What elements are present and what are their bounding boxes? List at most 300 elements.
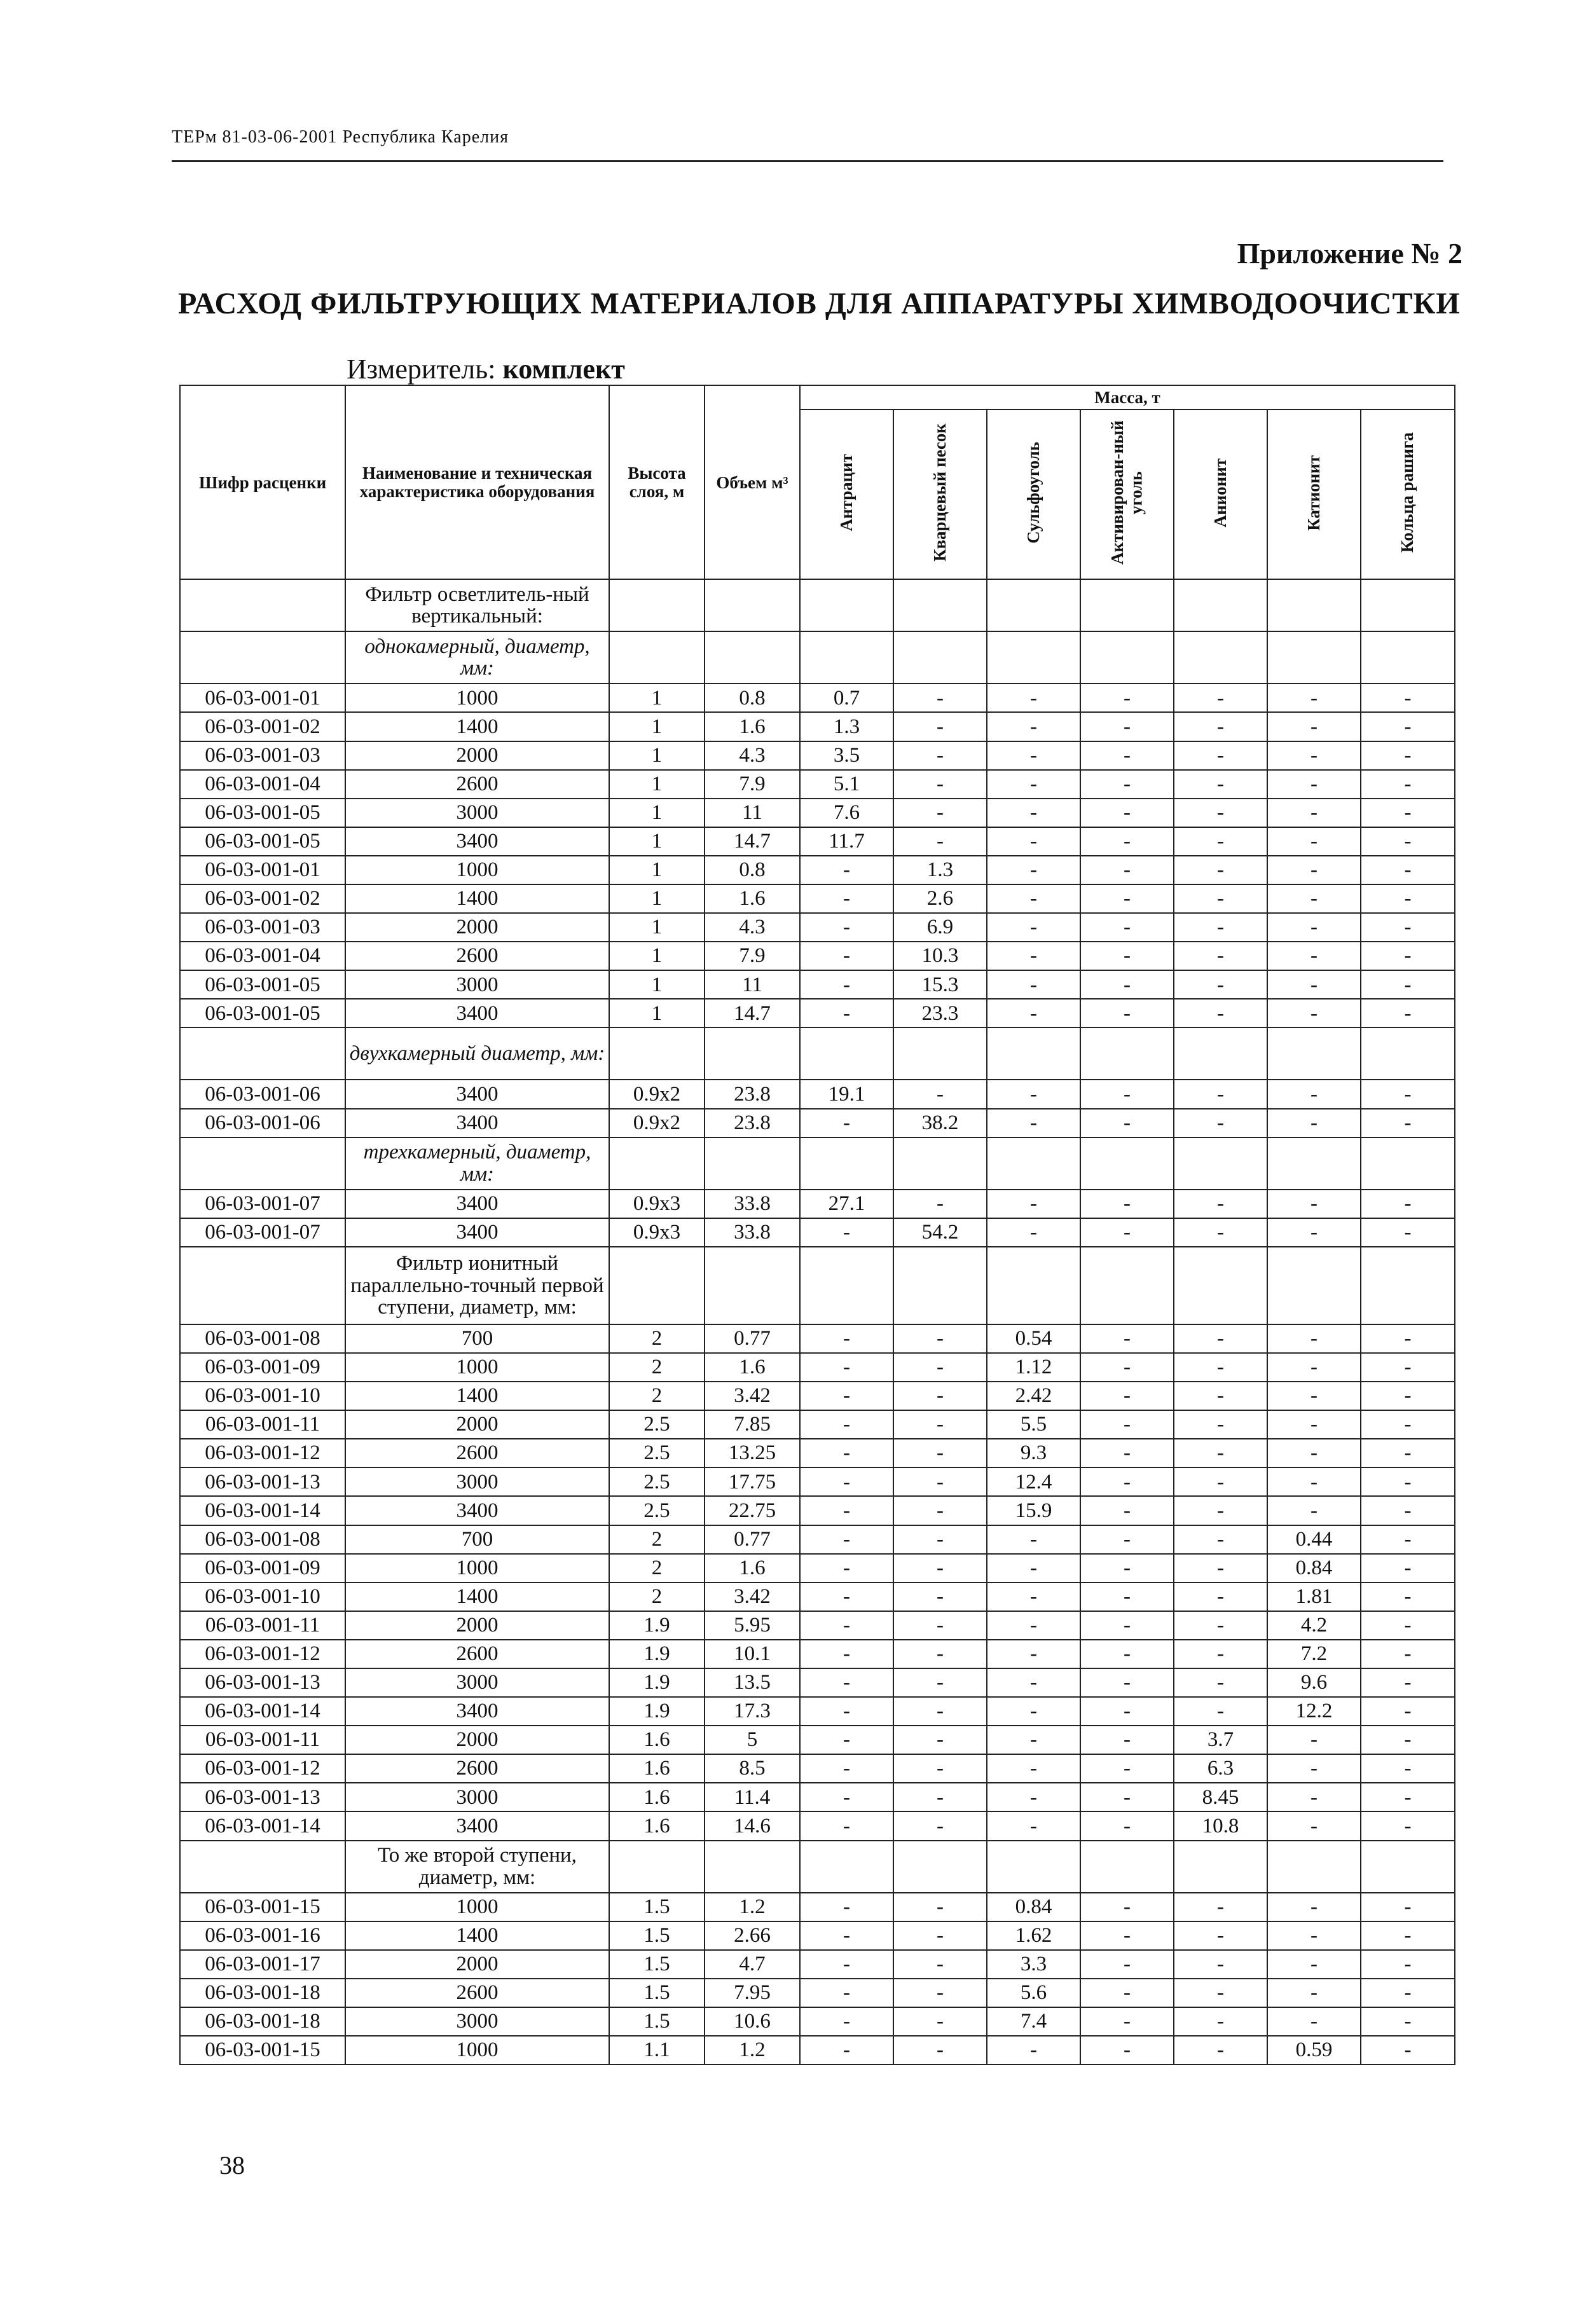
table-cell: 1.3 — [800, 712, 893, 741]
table-cell: - — [1080, 1950, 1174, 1979]
table-cell: - — [987, 1109, 1080, 1137]
rate-code-cell: 06-03-001-07 — [180, 1218, 345, 1247]
table-cell: - — [987, 1611, 1080, 1640]
table-cell: 1 — [609, 884, 705, 913]
section-heading: трехкамерный, диаметр, мм: — [345, 1137, 609, 1190]
empty-cell — [180, 1027, 345, 1080]
table-cell: 1.6 — [705, 1353, 800, 1382]
table-cell: 1.9 — [609, 1640, 705, 1668]
section-heading: То же второй ступени, диаметр, мм: — [345, 1841, 609, 1893]
table-cell: - — [1080, 827, 1174, 856]
table-cell: - — [800, 942, 893, 970]
table-cell: - — [1080, 1190, 1174, 1218]
table-cell: - — [1174, 2007, 1267, 2036]
table-cell: - — [893, 1921, 987, 1950]
table-cell: 0.59 — [1267, 2036, 1361, 2064]
table-cell: - — [893, 1190, 987, 1218]
table-cell: 3000 — [345, 1668, 609, 1697]
table-cell: - — [1267, 2007, 1361, 2036]
table-cell: - — [1174, 1324, 1267, 1353]
table-row — [180, 683, 1455, 712]
table-cell: - — [1361, 1668, 1455, 1697]
table-cell: - — [893, 1979, 987, 2007]
table-section-row — [180, 631, 1455, 683]
table-cell: - — [1267, 1783, 1361, 1811]
col-header-mass-group: Масса, т — [800, 385, 1455, 409]
table-cell: - — [800, 1950, 893, 1979]
table-cell: 1 — [609, 999, 705, 1027]
table-cell: 2.5 — [609, 1467, 705, 1496]
rate-code-cell: 06-03-001-13 — [180, 1467, 345, 1496]
rate-code-cell: 06-03-001-07 — [180, 1190, 345, 1218]
empty-cell — [180, 579, 345, 631]
table-cell: - — [800, 1109, 893, 1137]
rate-code-cell: 06-03-001-18 — [180, 1979, 345, 2007]
empty-cell — [1174, 631, 1267, 683]
document-header: ТЕРм 81-03-06-2001 Республика Карелия — [172, 127, 509, 147]
table-cell: 15.3 — [893, 970, 987, 999]
empty-cell — [1080, 1137, 1174, 1190]
table-cell: - — [1267, 942, 1361, 970]
table-cell: - — [1080, 1496, 1174, 1525]
table-cell: 7.9 — [705, 942, 800, 970]
table-cell: 3000 — [345, 799, 609, 827]
table-cell: - — [1267, 1467, 1361, 1496]
table-row — [180, 1109, 1455, 1137]
table-cell: - — [800, 1611, 893, 1640]
rate-code-cell: 06-03-001-03 — [180, 913, 345, 942]
table-cell: 5.1 — [800, 770, 893, 799]
rate-code-cell: 06-03-001-05 — [180, 970, 345, 999]
table-cell: - — [893, 1697, 987, 1726]
table-cell: - — [1080, 1893, 1174, 1921]
table-cell: - — [1080, 799, 1174, 827]
table-cell: 2 — [609, 1525, 705, 1554]
col-header-volume: Объем м³ — [705, 385, 800, 579]
table-cell: - — [1361, 942, 1455, 970]
table-row — [180, 1697, 1455, 1726]
table-cell: - — [1361, 970, 1455, 999]
table-row — [180, 970, 1455, 999]
col-header-material — [1080, 409, 1174, 579]
table-cell: 0.77 — [705, 1324, 800, 1353]
table-row — [180, 1783, 1455, 1811]
table-cell: - — [987, 856, 1080, 884]
table-cell: 2600 — [345, 1979, 609, 2007]
empty-cell — [1361, 579, 1455, 631]
col-header-material — [800, 409, 893, 579]
table-cell: - — [1174, 970, 1267, 999]
table-cell: - — [1174, 2036, 1267, 2064]
table-cell: 3400 — [345, 1190, 609, 1218]
table-cell: - — [987, 2036, 1080, 2064]
table-cell: - — [1080, 2036, 1174, 2064]
table-cell: 4.3 — [705, 913, 800, 942]
table-cell: 3400 — [345, 999, 609, 1027]
table-cell: 2600 — [345, 1640, 609, 1668]
table-cell: 700 — [345, 1525, 609, 1554]
table-cell: - — [1174, 827, 1267, 856]
table-row — [180, 799, 1455, 827]
col-header-material — [987, 409, 1080, 579]
table-section-row — [180, 1137, 1455, 1190]
empty-cell — [893, 631, 987, 683]
table-cell: - — [1361, 1754, 1455, 1783]
table-cell: 5.95 — [705, 1611, 800, 1640]
table-cell: 1.6 — [705, 884, 800, 913]
table-cell: - — [893, 770, 987, 799]
table-cell: 1.9 — [609, 1611, 705, 1640]
table-cell: - — [893, 1783, 987, 1811]
table-row — [180, 1611, 1455, 1640]
table-cell: 10.8 — [1174, 1811, 1267, 1840]
page-number: 38 — [219, 2151, 245, 2180]
table-cell: - — [893, 1583, 987, 1611]
empty-cell — [705, 1137, 800, 1190]
table-row — [180, 827, 1455, 856]
table-cell: 3000 — [345, 1783, 609, 1811]
table-cell: - — [1267, 1811, 1361, 1840]
empty-cell — [1361, 1841, 1455, 1893]
rate-code-cell: 06-03-001-05 — [180, 799, 345, 827]
table-cell: - — [1361, 1726, 1455, 1754]
table-cell: - — [1267, 712, 1361, 741]
empty-cell — [800, 579, 893, 631]
table-cell: - — [1080, 1979, 1174, 2007]
table-cell: - — [987, 1525, 1080, 1554]
table-cell: - — [987, 1080, 1080, 1108]
col-header-code: Шифр расценки — [180, 385, 345, 579]
table-cell: 3400 — [345, 1080, 609, 1108]
page-title: РАСХОД ФИЛЬТРУЮЩИХ МАТЕРИАЛОВ ДЛЯ АППАРАТУРЫ ХИМВОДООЧИСТКИ — [178, 287, 1461, 320]
table-cell: - — [987, 913, 1080, 942]
empty-cell — [705, 1247, 800, 1324]
table-cell: 10.6 — [705, 2007, 800, 2036]
table-cell: 1.81 — [1267, 1583, 1361, 1611]
empty-cell — [1174, 1137, 1267, 1190]
table-cell: - — [800, 1467, 893, 1496]
table-cell: - — [1174, 770, 1267, 799]
table-cell: - — [1267, 1979, 1361, 2007]
rate-code-cell: 06-03-001-06 — [180, 1080, 345, 1108]
table-cell: 11 — [705, 799, 800, 827]
table-cell: - — [893, 1754, 987, 1783]
table-cell: - — [1267, 1439, 1361, 1467]
table-cell: - — [800, 1410, 893, 1439]
rate-code-cell: 06-03-001-01 — [180, 856, 345, 884]
rate-code-cell: 06-03-001-01 — [180, 683, 345, 712]
table-cell: - — [1361, 1921, 1455, 1950]
empty-cell — [180, 631, 345, 683]
empty-cell — [609, 631, 705, 683]
table-cell: 1000 — [345, 683, 609, 712]
table-cell: 0.54 — [987, 1324, 1080, 1353]
table-cell: - — [1080, 2007, 1174, 2036]
table-cell: - — [800, 2036, 893, 2064]
table-cell: 22.75 — [705, 1496, 800, 1525]
table-cell: - — [893, 1668, 987, 1697]
table-row — [180, 1080, 1455, 1108]
rate-code-cell: 06-03-001-15 — [180, 2036, 345, 2064]
measure-value: комплект — [502, 354, 625, 385]
table-cell: - — [1361, 1554, 1455, 1583]
table-cell: - — [1361, 1893, 1455, 1921]
empty-cell — [1174, 1027, 1267, 1080]
table-cell: 1000 — [345, 1554, 609, 1583]
table-row — [180, 1324, 1455, 1353]
table-row — [180, 1218, 1455, 1247]
empty-cell — [1080, 1841, 1174, 1893]
rate-code-cell: 06-03-001-10 — [180, 1583, 345, 1611]
table-row — [180, 942, 1455, 970]
table-row — [180, 999, 1455, 1027]
table-cell: - — [1080, 1525, 1174, 1554]
empty-cell — [800, 1027, 893, 1080]
table-cell: - — [893, 1439, 987, 1467]
table-cell: - — [1080, 884, 1174, 913]
table-cell: - — [987, 683, 1080, 712]
table-cell: - — [1080, 1754, 1174, 1783]
table-cell: - — [987, 1218, 1080, 1247]
table-section-row — [180, 1027, 1455, 1080]
table-cell: 13.25 — [705, 1439, 800, 1467]
table-cell: - — [1361, 1467, 1455, 1496]
table-cell: - — [1174, 1640, 1267, 1668]
table-cell: 3.7 — [1174, 1726, 1267, 1754]
table-cell: - — [1174, 1382, 1267, 1410]
table-cell: 2000 — [345, 741, 609, 770]
table-cell: - — [1361, 2036, 1455, 2064]
table-cell: 1400 — [345, 884, 609, 913]
table-cell: - — [1267, 1921, 1361, 1950]
table-cell: 23.8 — [705, 1080, 800, 1108]
table-cell: - — [1080, 999, 1174, 1027]
table-cell: - — [1267, 683, 1361, 712]
rate-code-cell: 06-03-001-05 — [180, 827, 345, 856]
table-cell: 4.2 — [1267, 1611, 1361, 1640]
table-cell: 1.6 — [609, 1783, 705, 1811]
rate-code-cell: 06-03-001-02 — [180, 712, 345, 741]
table-cell: 3400 — [345, 1218, 609, 1247]
empty-cell — [1267, 631, 1361, 683]
table-cell: - — [893, 2007, 987, 2036]
rate-code-cell: 06-03-001-17 — [180, 1950, 345, 1979]
table-cell: 0.9x3 — [609, 1218, 705, 1247]
table-cell: - — [800, 1668, 893, 1697]
table-cell: 2600 — [345, 770, 609, 799]
table-cell: - — [800, 1554, 893, 1583]
table-cell: 17.75 — [705, 1467, 800, 1496]
table-cell: - — [1361, 1218, 1455, 1247]
table-cell: - — [800, 999, 893, 1027]
empty-cell — [705, 1027, 800, 1080]
table-cell: - — [987, 1754, 1080, 1783]
table-cell: - — [1267, 1496, 1361, 1525]
table-cell: - — [1361, 1583, 1455, 1611]
table-cell: - — [1080, 770, 1174, 799]
col-header-material — [1174, 409, 1267, 579]
table-cell: 13.5 — [705, 1668, 800, 1697]
table-cell: - — [1361, 741, 1455, 770]
table-row — [180, 1668, 1455, 1697]
table-cell: - — [1080, 942, 1174, 970]
table-cell: - — [800, 1640, 893, 1668]
table-row — [180, 884, 1455, 913]
table-cell: 27.1 — [800, 1190, 893, 1218]
appendix-label: Приложение № 2 — [1237, 237, 1462, 270]
table-cell: - — [1267, 1893, 1361, 1921]
table-cell: - — [800, 1583, 893, 1611]
table-cell: - — [987, 1554, 1080, 1583]
rate-code-cell: 06-03-001-06 — [180, 1109, 345, 1137]
measure-line — [347, 353, 625, 385]
table-cell: - — [893, 1382, 987, 1410]
material-label: Активирован-ный уголь — [1107, 420, 1146, 565]
empty-cell — [1361, 1247, 1455, 1324]
rate-code-cell: 06-03-001-04 — [180, 770, 345, 799]
table-cell: - — [893, 1611, 987, 1640]
table-cell: 1400 — [345, 712, 609, 741]
table-cell: 1400 — [345, 1382, 609, 1410]
table-cell: - — [1080, 1726, 1174, 1754]
empty-cell — [800, 1841, 893, 1893]
table-cell: - — [893, 1811, 987, 1840]
empty-cell — [987, 631, 1080, 683]
table-cell: - — [893, 741, 987, 770]
empty-cell — [1267, 1841, 1361, 1893]
table-cell: - — [987, 970, 1080, 999]
table-cell: - — [987, 712, 1080, 741]
table-cell: - — [1361, 1979, 1455, 2007]
table-cell: - — [893, 683, 987, 712]
table-cell: - — [1267, 1726, 1361, 1754]
table-cell: - — [1174, 1583, 1267, 1611]
table-cell: - — [800, 1353, 893, 1382]
empty-cell — [1080, 1027, 1174, 1080]
table-cell: - — [800, 884, 893, 913]
material-label: Сульфоуголь — [1023, 442, 1043, 544]
table-row — [180, 1754, 1455, 1783]
table-cell: - — [1080, 1109, 1174, 1137]
table-cell: - — [1361, 683, 1455, 712]
empty-cell — [1174, 579, 1267, 631]
rate-code-cell: 06-03-001-11 — [180, 1410, 345, 1439]
table-cell: - — [987, 1640, 1080, 1668]
rate-code-cell: 06-03-001-11 — [180, 1611, 345, 1640]
rate-code-cell: 06-03-001-03 — [180, 741, 345, 770]
table-cell: - — [893, 1726, 987, 1754]
rate-code-cell: 06-03-001-18 — [180, 2007, 345, 2036]
table-cell: - — [1361, 1950, 1455, 1979]
table-cell: - — [1080, 1554, 1174, 1583]
table-cell: - — [893, 1496, 987, 1525]
table-cell: - — [1361, 799, 1455, 827]
table-cell: - — [893, 1640, 987, 1668]
table-cell: 1 — [609, 827, 705, 856]
table-cell: - — [893, 1353, 987, 1382]
empty-cell — [609, 579, 705, 631]
table-cell: - — [1361, 999, 1455, 1027]
empty-cell — [705, 631, 800, 683]
table-cell: 3.5 — [800, 741, 893, 770]
table-cell: 1400 — [345, 1583, 609, 1611]
table-cell: - — [1080, 1439, 1174, 1467]
table-cell: 2.5 — [609, 1410, 705, 1439]
table-cell: 14.6 — [705, 1811, 800, 1840]
table-row — [180, 770, 1455, 799]
table-cell: - — [893, 1410, 987, 1439]
table-cell: 4.3 — [705, 741, 800, 770]
table-cell: - — [1361, 827, 1455, 856]
rate-code-cell: 06-03-001-12 — [180, 1439, 345, 1467]
table-cell: 1.3 — [893, 856, 987, 884]
table-cell: 15.9 — [987, 1496, 1080, 1525]
table-cell: - — [800, 1783, 893, 1811]
table-cell: - — [1080, 1080, 1174, 1108]
empty-cell — [609, 1027, 705, 1080]
table-cell: - — [987, 1583, 1080, 1611]
table-cell: - — [1174, 1921, 1267, 1950]
table-cell: - — [800, 970, 893, 999]
table-cell: - — [1174, 1218, 1267, 1247]
table-cell: - — [1361, 1611, 1455, 1640]
table-cell: 14.7 — [705, 827, 800, 856]
empty-cell — [180, 1247, 345, 1324]
table-cell: 5 — [705, 1726, 800, 1754]
table-cell: 1.9 — [609, 1697, 705, 1726]
empty-cell — [893, 579, 987, 631]
table-cell: - — [1267, 884, 1361, 913]
table-cell: 1.6 — [705, 712, 800, 741]
table-cell: - — [1080, 741, 1174, 770]
table-cell: - — [987, 741, 1080, 770]
rate-code-cell: 06-03-001-09 — [180, 1353, 345, 1382]
table-cell: 2000 — [345, 1611, 609, 1640]
table-cell: 3000 — [345, 1467, 609, 1496]
table-cell: - — [1174, 1410, 1267, 1439]
table-cell: - — [1267, 1950, 1361, 1979]
empty-cell — [1080, 1247, 1174, 1324]
table-cell: 700 — [345, 1324, 609, 1353]
table-cell: - — [1080, 1640, 1174, 1668]
table-cell: 2 — [609, 1554, 705, 1583]
empty-cell — [180, 1137, 345, 1190]
table-cell: 3000 — [345, 970, 609, 999]
empty-cell — [609, 1841, 705, 1893]
section-heading: Фильтр осветлитель-ный вертикальный: — [345, 579, 609, 631]
table-cell: 1 — [609, 942, 705, 970]
table-cell: - — [987, 1783, 1080, 1811]
table-cell: - — [1174, 1109, 1267, 1137]
table-row — [180, 741, 1455, 770]
table-cell: - — [893, 1525, 987, 1554]
empty-cell — [987, 1841, 1080, 1893]
col-header-name: Наименование и техническая характеристика оборудования — [345, 385, 609, 579]
table-cell: 11.7 — [800, 827, 893, 856]
table-cell: - — [987, 942, 1080, 970]
table-cell: 4.7 — [705, 1950, 800, 1979]
table-cell: - — [800, 1921, 893, 1950]
table-cell: 0.77 — [705, 1525, 800, 1554]
table-cell: - — [1361, 1080, 1455, 1108]
table-cell: - — [1361, 1783, 1455, 1811]
table-cell: - — [1174, 1950, 1267, 1979]
table-cell: - — [1174, 1496, 1267, 1525]
table-cell: 2.66 — [705, 1921, 800, 1950]
material-label: Антрацит — [836, 454, 856, 532]
table-cell: - — [1267, 1754, 1361, 1783]
table-cell: 0.8 — [705, 856, 800, 884]
